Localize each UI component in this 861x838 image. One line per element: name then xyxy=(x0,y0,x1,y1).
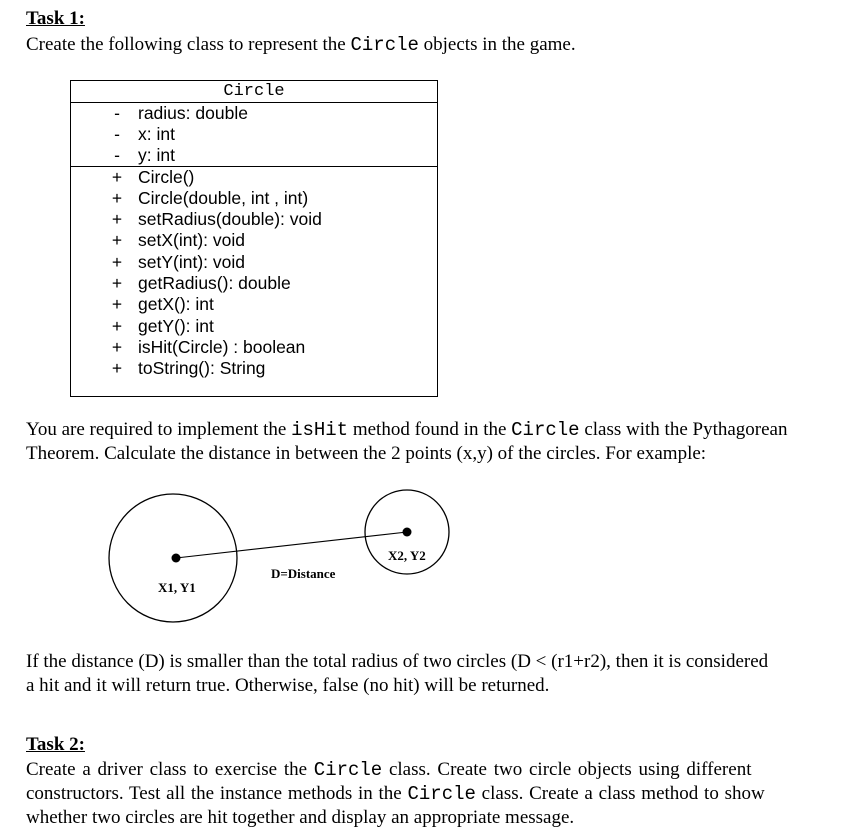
code-circle: Circle xyxy=(511,419,580,441)
hit-line-1: If the distance (D) is smaller than the total radius of two circles (D < (r1+r2), then it is considered xyxy=(26,651,769,672)
task2-line-1: Create a driver class to exercise the Circle class. Create two circle objects using different xyxy=(26,759,752,781)
distance-line xyxy=(176,532,407,558)
task2-paragraph xyxy=(26,758,816,830)
task2-heading: Task 2: xyxy=(26,734,85,755)
label-distance: D=Distance xyxy=(271,566,336,581)
label-x2-y2: X2, Y2 xyxy=(388,548,426,563)
task2-line-2: constructors. Test all the instance methods in the Circle class. Create a class method to show xyxy=(26,783,765,805)
intro-code-circle: Circle xyxy=(350,34,419,56)
task2-line-3: whether two circles are hit together and display an appropriate message. xyxy=(26,807,575,828)
ishit-line-2: Theorem. Calculate the distance in between the 2 points (x,y) of the circles. For example: xyxy=(26,443,707,464)
hit-condition-paragraph xyxy=(26,650,826,698)
label-x1-y1: X1, Y1 xyxy=(158,580,196,595)
hit-line-2: a hit and it will return true. Otherwise, false (no hit) will be returned. xyxy=(26,675,550,696)
task1-heading: Task 1: xyxy=(26,8,85,29)
code-circle: Circle xyxy=(313,759,383,781)
center-point-2 xyxy=(403,528,412,537)
center-point-1 xyxy=(172,554,181,563)
code-circle: Circle xyxy=(407,783,476,805)
intro-text-after: objects in the game. xyxy=(418,34,576,55)
intro-text-before: Create the following class to represent the xyxy=(26,34,351,55)
ishit-line-1: You are required to implement the isHit method found in the Circle class with the Pythagorean xyxy=(26,419,788,441)
code-ishit: isHit xyxy=(291,419,349,441)
distance-diagram xyxy=(0,480,861,640)
uml-attributes: - radius: double - x: int - y: int xyxy=(71,103,437,167)
ishit-paragraph xyxy=(26,418,826,466)
uml-class-diagram: Circle - radius: double - x: int - y: int + Circle() + Circle(double, int , int) + setRadius(double): void + setX(int): void + setY(int): void + getRadius(): double + getX(): int + getY(): int + isHit(Circle) : boolean + toString(): String xyxy=(70,80,438,397)
uml-class-name: Circle xyxy=(71,81,437,103)
task1-intro xyxy=(26,33,576,57)
